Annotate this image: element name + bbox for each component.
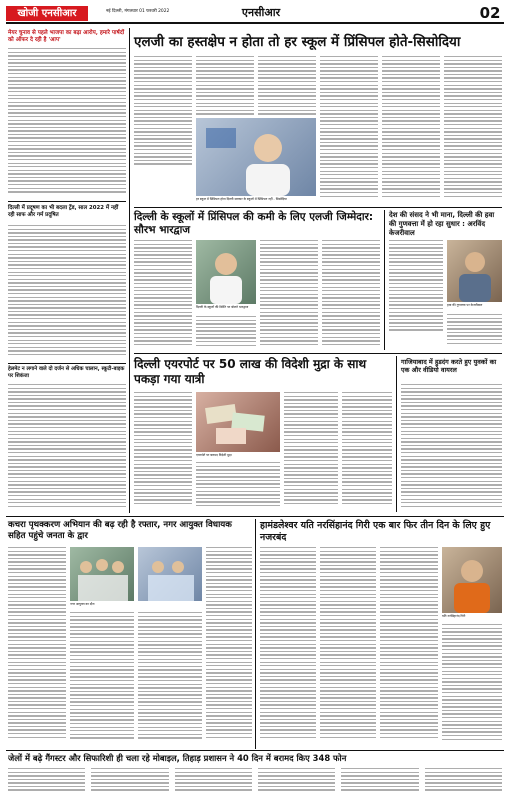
masthead-logo: खोजी एनसीआर: [6, 6, 88, 21]
story4-headline: हेलमेट न लगाने वाले दो दर्जन से अधिक चालान, स्कूटी-बाइक पर शिकंजा: [8, 366, 125, 379]
currency-photo: [196, 392, 280, 452]
story1-headline: मेयर चुनाव से पहले भाजपा का बढ़ा आरोप, हमारे पार्षदों को ऑफर दे रही है 'आप': [8, 30, 125, 43]
story4-body: [8, 384, 126, 512]
story9-body-1: [8, 547, 66, 747]
story2-body-mid: [258, 56, 316, 118]
person-silhouette-icon: [196, 118, 316, 196]
story11-headline: जेलों में बढ़े गैंगस्टर और सिफारिशी ही चला रहे मोबाइल, तिहाड़ प्रशासन ने 40 दिन में बरामद किए 348 फोन: [8, 753, 347, 763]
story8-headline: गाजियाबाद में हुडदंग करते हुए युवकों का एक और वीडियो वायरल: [401, 358, 497, 374]
story5-headline: दिल्ली के स्कूलों में प्रिंसिपल की कमी के लिए एलजी जिम्मेदार: सौरभ भारद्वाज: [134, 211, 374, 236]
person-silhouette-icon: [196, 240, 256, 304]
crowd-icon: [70, 547, 134, 601]
story5-body-2: [196, 316, 256, 350]
story2-body-right3: [444, 56, 502, 204]
story10-headline: हामंडलेश्वर यति नरसिंहानंद गिरी एक बार फिर तीन दिन के लिए हुए नजरबंद: [260, 520, 491, 543]
story3-body: [8, 225, 126, 360]
section-title: एनसीआर: [241, 6, 281, 19]
story7-headline: दिल्ली एयरपोर्ट पर 50 लाख की विदेशी मुद्रा के साथ पकड़ा गया यात्री: [134, 357, 367, 386]
commissioner-photo-2: [138, 547, 202, 601]
story11-body: [8, 768, 502, 796]
date-line: नई दिल्ली, मंगलवार 01 फरवरी 2022: [106, 9, 170, 14]
story2-body-right2: [382, 56, 440, 204]
story2-body-right: [320, 56, 378, 204]
commissioner-photo-1: [70, 547, 134, 601]
story9-body-3: [138, 612, 202, 747]
photo-caption-3: हवा की गुणवत्ता पर केजरीवाल: [447, 303, 483, 307]
story7-body-3: [284, 392, 338, 512]
bharadwaj-photo: [196, 240, 256, 304]
story5-body-1: [134, 240, 192, 350]
story6-headline: देश की संसद ने भी माना, दिल्ली की हवा की गुणवत्ता में हो रहा सुधार : अरविंद केजरीवाल: [389, 211, 495, 237]
currency-notes-icon: [196, 392, 280, 452]
story7-body-1: [134, 392, 192, 512]
masthead: [6, 4, 504, 24]
person-silhouette-icon: [442, 547, 502, 613]
photo-caption-5: नगर आयुक्त का दौरा: [70, 602, 95, 606]
photo-caption-2: दिल्ली के स्कूलों की स्थिति पर बोलते भारद्वाज: [196, 305, 249, 309]
story9-headline: कचरा पृथक्करण अभियान की बढ़ रही है रफ्तार, नगर आयुक्त विधायक सहित पहुंचे जनता के द्वार: [8, 520, 232, 541]
story2-body-left: [134, 56, 192, 168]
story7-body-2: [196, 462, 280, 512]
story10-body-1: [260, 547, 316, 747]
photo-caption-6: यति नरसिंहानंद गिरी: [442, 614, 466, 618]
crowd-icon: [138, 547, 202, 601]
story6-body-1: [389, 240, 443, 336]
person-silhouette-icon: [447, 240, 502, 302]
story10-body-2: [320, 547, 376, 747]
story9-body-2: [70, 612, 134, 747]
story3-headline: दिल्ली में प्रदूषण का भी बदला ट्रेंड, साल 2022 में नहीं रही साफ और गर्म प्रदूषित: [8, 205, 119, 218]
story2-body-left2: [196, 56, 254, 118]
narsinghanand-photo: [442, 547, 502, 613]
story2-headline: एलजी का हस्तक्षेप न होता तो हर स्कूल में प्रिंसिपल होते-सिसोदिया: [134, 34, 461, 50]
story10-body-3: [380, 547, 438, 747]
kejriwal-photo: [447, 240, 502, 302]
story10-body-4: [442, 624, 502, 747]
photo-caption-1: हर स्कूल में प्रिंसिपल होता दिल्ली सरकार के स्कूलों में प्रिंसिपल नहीं - सिसोदिया: [196, 197, 287, 201]
story9-body-4: [206, 547, 252, 747]
page-number: 02: [479, 4, 501, 22]
photo-caption-4: एयरपोर्ट पर बरामद विदेशी मुद्रा: [196, 453, 232, 457]
story6-body-2: [447, 314, 502, 350]
sisodia-photo: [196, 118, 316, 196]
story5-body-3: [260, 240, 318, 350]
story1-body: [8, 48, 126, 198]
story5-body-4: [322, 240, 380, 350]
story8-body: [401, 384, 502, 512]
story7-body-4: [342, 392, 392, 512]
